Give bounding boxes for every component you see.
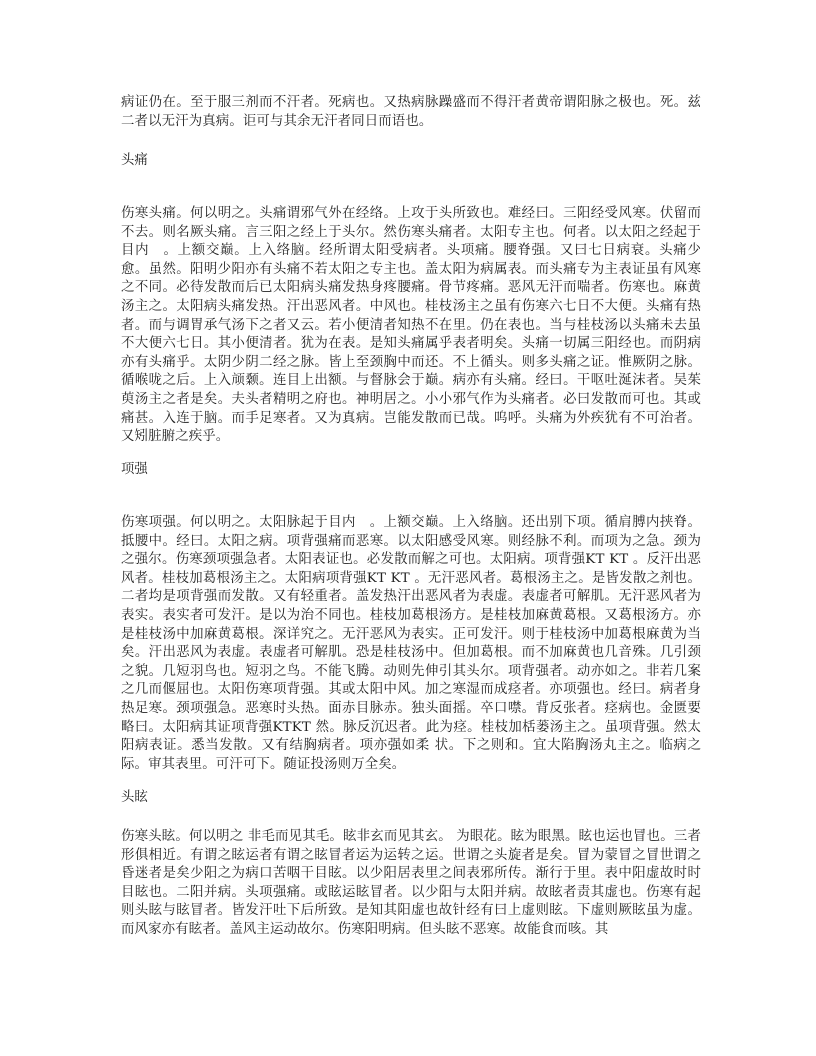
section-body-neck-stiffness: 伤寒项强。何以明之。太阳脉起于目内 。上额交巅。上入络脑。还出别下项。循肩膊内挟脊。抵腰中。经曰。太阳之病。项背强痛而恶寒。以太阳感受风寒。则经脉不利。而项为之急。颈为之强尔。伤寒颈项强急者。太阳表证也。必发散而解之可也。太阳病。项背强KT KT 。反汗出恶风者。桂枝加葛根汤主之。太阳病项背强KT KT 。无汗恶风者。葛根汤主之。是皆发散之剂也。二者均是项背强而发散。又有轻重者。盖发热汗出恶风者为表虚。表虚者可解肌。无汗恶风者为表实。表实者可发汗。是以为治不同也。桂枝加葛根汤方。是桂枝加麻黄葛根。又葛根汤方。亦是桂枝汤中加麻黄葛根。深详究之。无汗恶风为表实。正可发汗。则于桂枝汤中加葛根麻黄为当矣。汗出恶风为表虚。表虚者可解肌。恐是桂枝汤中。但加葛根。而不加麻黄也几音殊。几引颈之貌。几短羽鸟也。短羽之鸟。不能飞腾。动则先伸引其头尔。项背强者。动亦如之。非若几案之几而偃屈也。太阳伤寒项背强。其或太阳中风。加之寒湿而成痉者。亦项强也。经曰。病者身热足寒。颈项强急。恶寒时头热。面赤目脉赤。独头面摇。卒口噤。背反张者。痉病也。金匮要略曰。太阳病其证项背强KTKT 然。脉反沉迟者。此为痉。桂枝加栝蒌汤主之。虽项背强。然太阳病表证。悉当发散。又有结胸病者。项亦强如柔 状。下之则和。宜大陷胸汤丸主之。临病之际。审其表里。可汗可下。随证投汤则万全矣。 (121, 515, 701, 772)
section-heading-neck-stiffness: 项强 (121, 462, 148, 477)
section-body-headache: 伤寒头痛。何以明之。头痛谓邪气外在经络。上攻于头所致也。难经曰。三阳经受风寒。伏留而不去。则名厥头痛。言三阳之经上于头尔。然伤寒头痛者。太阳专主也。何者。以太阳之经起于目内 。上额交巅。上入络脑。经所谓太阳受病者。头项痛。腰脊强。又曰七日病衰。头痛少愈。虽然。阳明少阳亦有头痛不若太阳之专主也。盖太阳为病属表。而头痛专为主表证虽有风寒之不同。必待发散而后已太阳病头痛发热身疼腰痛。骨节疼痛。恶风无汗而喘者。伤寒也。麻黄汤主之。太阳病头痛发热。汗出恶风者。中风也。桂枝汤主之虽有伤寒六七日不大便。头痛有热者。而与调胃承气汤下之者又云。若小便清者知热不在里。仍在表也。当与桂枝汤以头痛未去虽不大便六七日。其小便清者。犹为在表。是知头痛属乎表者明矣。头痛一切属三阳经也。而阴病亦有头痛乎。太阴少阴二经之脉。皆上至颈胸中而还。不上循头。则多头痛之证。惟厥阴之脉。循喉咙之后。上入颃颡。连目上出额。与督脉会于巅。病亦有头痛。经曰。干呕吐涎沫者。吴茱萸汤主之者是矣。夫头者精明之府也。神明居之。小小邪气作为头痛者。必曰发散而可也。其或痛甚。入连于脑。而手足寒者。又为真病。岂能发散而已哉。呜呼。头痛为外疾犹有不可治者。又矧脏腑之疾乎。 (121, 206, 701, 445)
section-body-dizziness: 伤寒头眩。何以明之 非毛而见其毛。眩非玄而见其玄。 为眼花。眩为眼黑。眩也运也冒也。三者形俱相近。有谓之眩运者有谓之眩冒者运为运转之运。世谓之头旋者是矣。冒为蒙冒之冒世谓之昏迷者是矣少阳之为病口苦咽干目眩。以少阳居表里之间表邪所传。渐行于里。表中阳虚故时时目眩也。二阳并病。头项强痛。或眩运眩冒者。以少阳与太阳并病。故眩者责其虚也。伤寒有起则头眩与眩冒者。皆发汗吐下后所致。是知其阳虚也故针经有曰上虚则眩。下虚则厥眩虽为虚。而风家亦有眩者。盖风主运动故尔。伤寒阳明病。但头眩不恶寒。故能食而咳。其 (121, 829, 701, 937)
section-heading-headache: 头痛 (121, 153, 148, 168)
section-heading-dizziness: 头眩 (121, 790, 148, 805)
intro-paragraph: 病证仍在。至于服三剂而不汗者。死病也。又热病脉躁盛而不得汗者黄帝谓阳脉之极也。死。兹二者以无汗为真病。讵可与其余无汗者同日而语也。 (121, 95, 701, 129)
